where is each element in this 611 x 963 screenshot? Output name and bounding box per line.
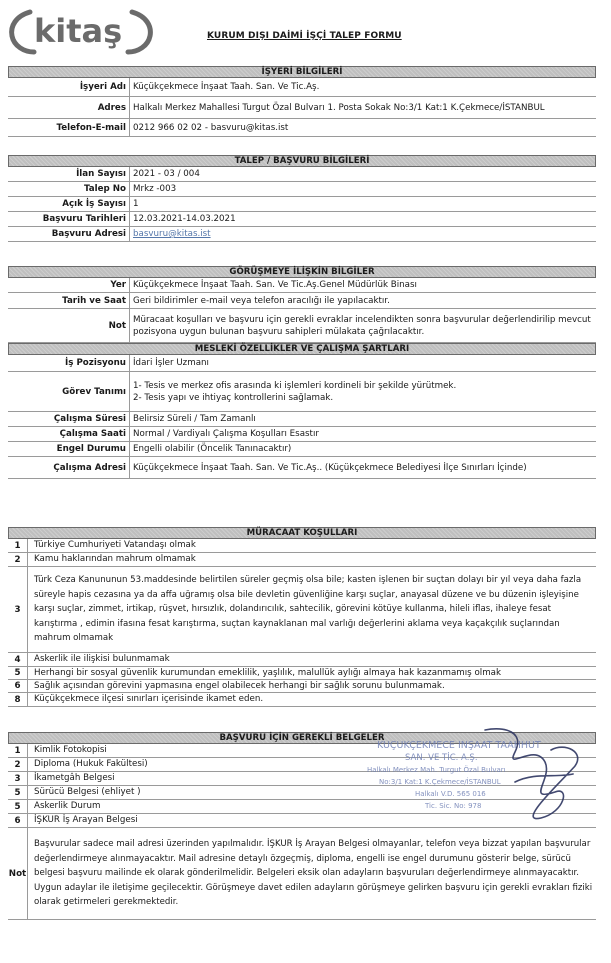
item-number: 1: [8, 744, 28, 757]
item-text: Askerlik ile ilişkisi bulunmamak: [34, 654, 170, 664]
note-label: Not: [8, 828, 28, 919]
row-label: Başvuru Tarihleri: [8, 212, 130, 226]
job-row: [8, 372, 596, 412]
row-value: 12.03.2021-14.03.2021: [133, 214, 236, 224]
item-number: 5: [8, 786, 28, 799]
item-number: 1: [8, 539, 28, 552]
item-number: 5: [8, 800, 28, 813]
row-label: Adres: [8, 97, 130, 118]
row-value: 0212 966 02 02 - basvuru@kitas.ist: [133, 122, 289, 133]
stamp-line: KÜÇÜKÇEKMECE İNŞAAT TAAHHÜT: [377, 740, 541, 751]
item-text: Diploma (Hukuk Fakültesi): [34, 759, 148, 769]
item-number: 6: [8, 814, 28, 827]
job-row: [8, 412, 596, 427]
interview-header: GÖRÜŞMEYE İLİŞKİN BİLGİLER: [8, 266, 596, 278]
stamp-line: Halkalı V.D. 565 016: [415, 790, 486, 798]
task-line: 2- Tesis yapı ve ihtiyaç kontrollerini sağlamak.: [133, 392, 334, 403]
job-row: [8, 457, 596, 479]
employer-row: [8, 97, 596, 119]
row-value: Küçükçekmece İnşaat Taah. San. Ve Tic.Aş.: [133, 82, 320, 92]
item-text: Askerlik Durum: [34, 801, 101, 811]
row-label: Engel Durumu: [8, 442, 130, 456]
job-row: [8, 442, 596, 457]
stamp-line: Tic. Sic. No: 978: [425, 802, 482, 810]
item-text: Herhangi bir sosyal güvenlik kurumundan emeklilik, yaşlılık, malullük aylığı almaya hak kazanmamış olmak: [34, 667, 502, 678]
interview-row: [8, 278, 596, 293]
condition-item: [8, 553, 596, 567]
item-text: İkametgâh Belgesi: [34, 773, 115, 783]
row-value: Mrkz -003: [133, 184, 177, 194]
row-value: İdari İşler Uzmanı: [133, 358, 209, 368]
item-number: 4: [8, 653, 28, 666]
row-label: Yer: [8, 278, 130, 292]
item-text: Kimlik Fotokopisi: [34, 745, 107, 755]
kitas-logo: [6, 6, 156, 56]
row-label: Talep No: [8, 182, 130, 196]
condition-item: [8, 680, 596, 693]
conditions-header: MÜRACAAT KOŞULLARI: [8, 527, 596, 539]
row-label: Çalışma Saati: [8, 427, 130, 441]
row-value: Küçükçekmece İnşaat Taah. San. Ve Tic.Aş.. (Küçükçekmece Belediyesi İlçe Sınırları İçinde): [133, 462, 527, 473]
item-number: 3: [8, 772, 28, 785]
row-label: Tarih ve Saat: [8, 293, 130, 308]
row-label: İş Pozisyonu: [8, 355, 130, 371]
note-text: Başvurular sadece mail adresi üzerinden yapılmalıdır. İŞKUR İş Arayan Belgesi olmayanlar, telefon veya bizzat yapılan başvurular değerlendirmeye alınmayacaktır. Mail adresine detaylı özgeçmiş, diploma, engelli ise engel durumunu gösterir belge, sürücü belgesi başvuru mailinde ek olarak gönderilmelidir. Belgeleri eksik olan adayların başvuruları değerlendirmeye alınmayacaktır. Uygun adaylar ile iletişime geçilecektir. Görüşmeye davet edilen adayların görüşmeye gelirken başvuru için gerekli evrakları fiziki olarak getirmeleri gerekmektedir.: [34, 839, 593, 908]
item-text: Küçükçekmece ilçesi sınırları içerisinde ikamet eden.: [34, 694, 264, 704]
stamp-line: Halkalı Merkez Mah. Turgut Özal Bulvarı: [367, 766, 506, 774]
row-value: 2021 - 03 / 004: [133, 169, 200, 179]
row-value: Halkalı Merkez Mahallesi Turgut Özal Bulvarı 1. Posta Sokak No:3/1 Kat:1 K.Çekmece/İSTANBUL: [133, 102, 545, 113]
conditions-section: [8, 527, 596, 707]
logo-text: kitaş: [34, 12, 123, 50]
item-text: Kamu haklarından mahrum olmamak: [34, 554, 196, 564]
row-value: Normal / Vardiyalı Çalışma Koşulları Esastır: [133, 429, 319, 439]
item-number: 8: [8, 693, 28, 706]
row-label: Başvuru Adresi: [8, 227, 130, 241]
row-value: Belirsiz Süreli / Tam Zamanlı: [133, 414, 256, 424]
row-value: Küçükçekmece İnşaat Taah. San. Ve Tic.Aş.Genel Müdürlük Binası: [133, 280, 417, 290]
item-number: 2: [8, 758, 28, 771]
stamp-line: SAN. VE TİC. A.Ş.: [405, 753, 478, 763]
documents-note: [8, 828, 596, 920]
row-value: Engelli olabilir (Öncelik Tanınacaktır): [133, 444, 292, 454]
stamp-line: No:3/1 Kat:1 K.Çekmece/İSTANBUL: [379, 778, 501, 786]
application-email-link[interactable]: basvuru@kitas.ist: [133, 229, 211, 239]
item-text: Sağlık açısından görevini yapmasına engel olabilecek herhangi bir sağlık sorunu bulunmamak.: [34, 680, 445, 691]
employer-header: İŞYERİ BİLGİLERİ: [8, 66, 596, 78]
row-label: Görev Tanımı: [8, 372, 130, 411]
row-label: Telefon-E-mail: [8, 119, 130, 136]
item-number: 6: [8, 680, 28, 692]
item-text: Türkiye Cumhuriyeti Vatandaşı olmak: [34, 540, 196, 550]
job-row: [8, 427, 596, 442]
job-row: [8, 355, 596, 372]
employer-section: [8, 66, 596, 137]
interview-row: [8, 309, 596, 343]
row-label: İşyeri Adı: [8, 78, 130, 96]
row-label: Çalışma Adresi: [8, 457, 130, 478]
application-row: [8, 167, 596, 182]
row-label: Not: [8, 309, 130, 342]
row-value: Müracaat koşulları ve başvuru için gerekli evraklar incelendikten sonra başvurular değerlendirilip mevcut pozisyona uygun bulunan başvuru sahipleri mülakata çağrılacaktır.: [133, 314, 591, 337]
item-number: 2: [8, 553, 28, 566]
row-label: Çalışma Süresi: [8, 412, 130, 426]
item-text: Türk Ceza Kanununun 53.maddesinde belirtilen süreler geçmiş olsa bile; kasten işlenen bir suçtan dolayı bir yıl veya daha fazla süreyle hapis cezasına ya da affa uğramış olsa bile devletin güvenliğine karşı suçlar, anayasal düzene ve bu düzenin işleyişine karşı suçlar, zimmet, irtikap, rüşvet, hırsızlık, dolandırıcılık, sahtecilik, görevini kötüye kullanma, hileli iflas, ihaleye fesat karıştırma , edimin ifasına fesat karıştırma, suçtan kaynaklanan mal varlığı değerlerini aklama veya kaçakçılık suçlarından mahrum olmamak: [34, 575, 582, 644]
application-row: [8, 212, 596, 227]
company-stamp: [365, 722, 605, 840]
item-number: 3: [8, 567, 28, 652]
interview-row: [8, 293, 596, 309]
condition-item: [8, 693, 596, 707]
employer-row: [8, 119, 596, 137]
job-header: MESLEKİ ÖZELLİKLER VE ÇALIŞMA ŞARTLARI: [8, 343, 596, 355]
application-row: [8, 227, 596, 242]
employer-row: [8, 78, 596, 97]
item-text: İŞKUR İş Arayan Belgesi: [34, 815, 138, 825]
row-value: Geri bildirimler e-mail veya telefon aracılığı ile yapılacaktır.: [133, 295, 390, 306]
row-label: İlan Sayısı: [8, 167, 130, 181]
form-title: KURUM DIŞI DAİMİ İŞÇİ TALEP FORMU: [207, 31, 402, 41]
condition-item: [8, 667, 596, 680]
documents-header: BAŞVURU İÇİN GEREKLİ BELGELER: [8, 732, 596, 744]
condition-item: [8, 567, 596, 653]
item-text: Sürücü Belgesi (ehliyet ): [34, 787, 141, 797]
interview-section: [8, 266, 596, 479]
task-line: 1- Tesis ve merkez ofis arasında ki işlemleri kordineli bir şekilde yürütmek.: [133, 380, 457, 391]
condition-item: [8, 539, 596, 553]
item-number: 5: [8, 667, 28, 679]
application-row: [8, 182, 596, 197]
application-section: [8, 155, 596, 242]
condition-item: [8, 653, 596, 667]
application-row: [8, 197, 596, 212]
application-header: TALEP / BAŞVURU BİLGİLERİ: [8, 155, 596, 167]
row-value: 1: [133, 199, 139, 209]
row-label: Açık İş Sayısı: [8, 197, 130, 211]
